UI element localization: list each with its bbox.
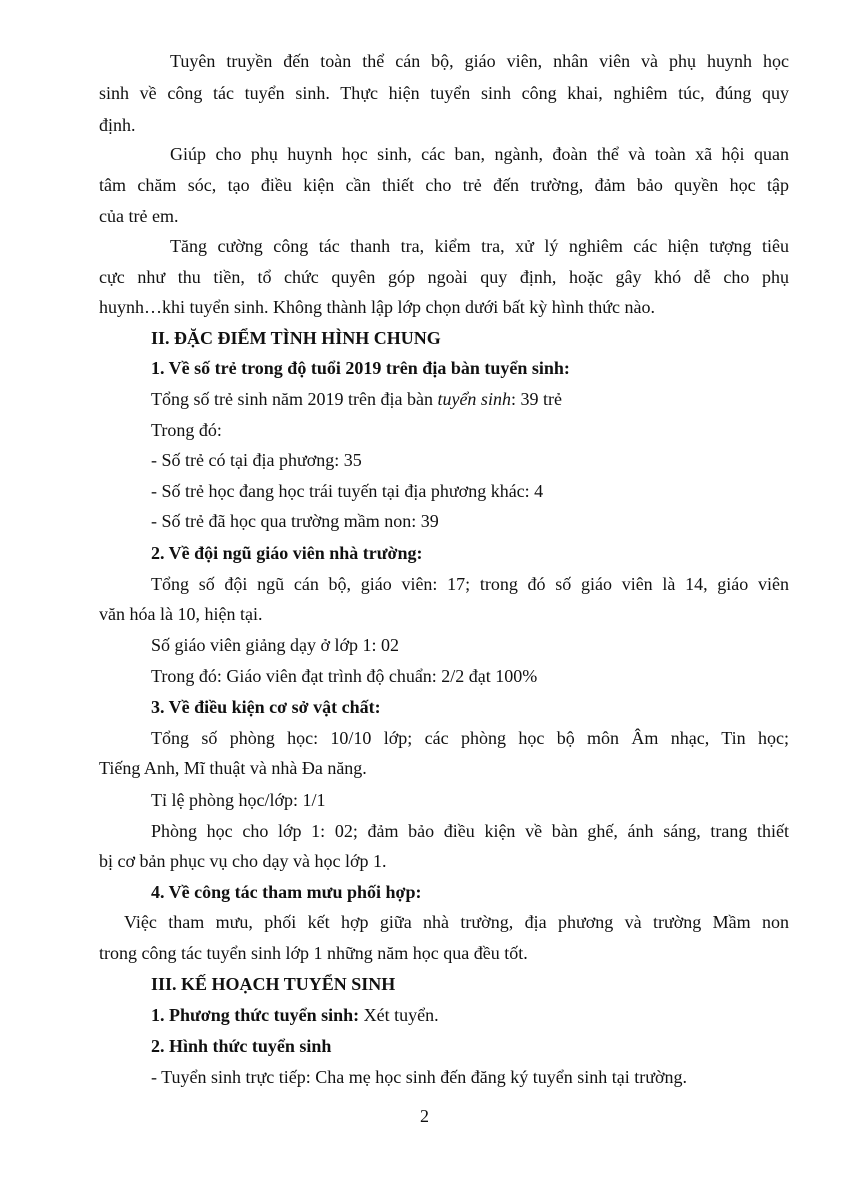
method-value: Xét tuyển. xyxy=(359,1005,439,1025)
paragraph-line: định. xyxy=(99,115,136,135)
total-italic: tuyển sinh xyxy=(437,389,511,409)
paragraph-line: Phòng học cho lớp 1: 02; đảm bảo điều kiện về bàn ghế, ánh sáng, trang thiết xyxy=(151,821,789,841)
paragraph-line: của trẻ em. xyxy=(99,206,179,226)
paragraph-line: Tỉ lệ phòng học/lớp: 1/1 xyxy=(151,790,326,810)
section-heading: III. KẾ HOẠCH TUYỂN SINH xyxy=(151,974,396,994)
paragraph-line: Trong đó: Giáo viên đạt trình độ chuẩn: 2/2 đạt 100% xyxy=(151,666,538,686)
paragraph-line: - Tuyển sinh trực tiếp: Cha mẹ học sinh đến đăng ký tuyển sinh tại trường. xyxy=(151,1067,687,1087)
subsection-heading: 3. Về điều kiện cơ sở vật chất: xyxy=(151,697,381,717)
paragraph-line xyxy=(151,388,841,410)
total-prefix: Tổng số trẻ sinh năm 2019 trên địa bàn xyxy=(151,389,438,409)
subsection-heading: 1. Về số trẻ trong độ tuổi 2019 trên địa bàn tuyển sinh: xyxy=(151,358,570,378)
paragraph-line: Tổng số đội ngũ cán bộ, giáo viên: 17; trong đó số giáo viên là 14, giáo viên xyxy=(151,574,789,594)
paragraph-line: sinh về công tác tuyển sinh. Thực hiện tuyển sinh công khai, nghiêm túc, đúng quy xyxy=(99,83,789,103)
paragraph-line xyxy=(151,1004,841,1026)
paragraph-line: bị cơ bản phục vụ cho dạy và học lớp 1. xyxy=(99,851,387,871)
paragraph-line: Giúp cho phụ huynh học sinh, các ban, ngành, đoàn thể và toàn xã hội quan xyxy=(170,144,789,164)
paragraph-line: tâm chăm sóc, tạo điều kiện cần thiết cho trẻ đến trường, đảm bảo quyền học tập xyxy=(99,175,789,195)
paragraph-line: Trong đó: xyxy=(151,420,222,440)
paragraph-line: Số giáo viên giảng dạy ở lớp 1: 02 xyxy=(151,635,400,655)
subsection-heading: 1. Phương thức tuyển sinh: xyxy=(151,1005,360,1025)
list-item: - Số trẻ có tại địa phương: 35 xyxy=(151,450,362,470)
paragraph-line: Tiếng Anh, Mĩ thuật và nhà Đa năng. xyxy=(99,758,367,778)
paragraph-line: Tăng cường công tác thanh tra, kiểm tra, xử lý nghiêm các hiện tượng tiêu xyxy=(170,236,789,256)
paragraph-line: Tổng số phòng học: 10/10 lớp; các phòng học bộ môn Âm nhạc, Tin học; xyxy=(151,728,789,748)
subsection-heading: 2. Hình thức tuyển sinh xyxy=(151,1036,332,1056)
paragraph-line: huynh…khi tuyển sinh. Không thành lập lớp chọn dưới bất kỳ hình thức nào. xyxy=(99,297,655,317)
subsection-heading: 4. Về công tác tham mưu phối hợp: xyxy=(151,882,422,902)
page-number: 2 xyxy=(420,1106,429,1126)
total-suffix: : 39 trẻ xyxy=(510,389,562,409)
paragraph-line: trong công tác tuyển sinh lớp 1 những năm học qua đều tốt. xyxy=(99,943,528,963)
paragraph-line: văn hóa là 10, hiện tại. xyxy=(99,604,263,624)
paragraph-line: cực như thu tiền, tổ chức quyên góp ngoài quy định, hoặc gây khó dễ cho phụ xyxy=(99,267,789,287)
paragraph-line: Việc tham mưu, phối kết hợp giữa nhà trường, địa phương và trường Mầm non xyxy=(124,912,789,932)
list-item: - Số trẻ học đang học trái tuyến tại địa phương khác: 4 xyxy=(151,481,544,501)
subsection-heading: 2. Về đội ngũ giáo viên nhà trường: xyxy=(151,543,423,563)
list-item: - Số trẻ đã học qua trường mầm non: 39 xyxy=(151,511,439,531)
section-heading: II. ĐẶC ĐIỂM TÌNH HÌNH CHUNG xyxy=(151,328,441,348)
paragraph-line: Tuyên truyền đến toàn thể cán bộ, giáo viên, nhân viên và phụ huynh học xyxy=(170,51,789,71)
